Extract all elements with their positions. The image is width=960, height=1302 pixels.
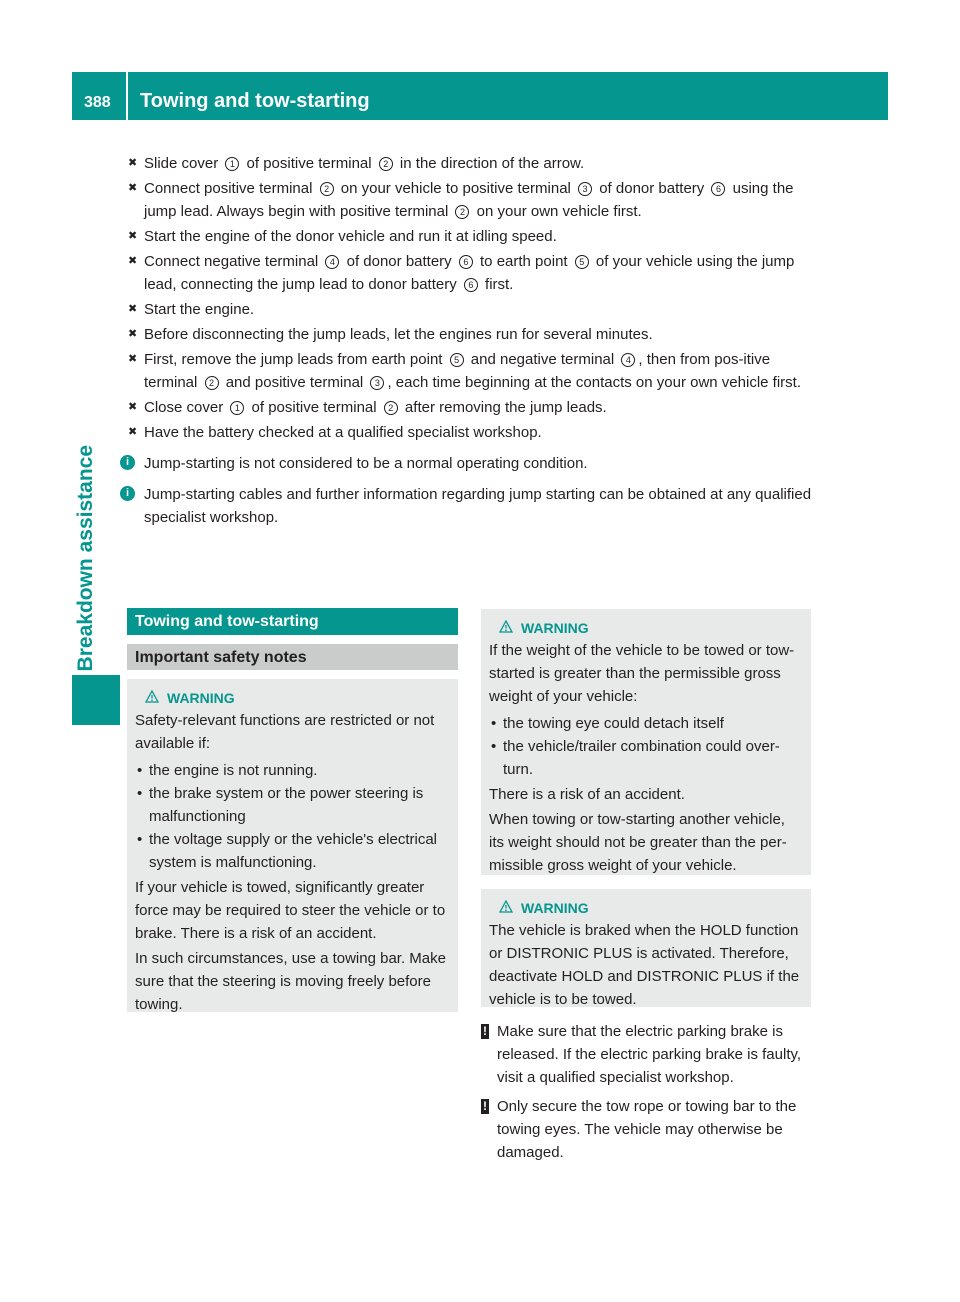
warning-bullet: • the towing eye could detach itself <box>489 712 803 735</box>
warning-paragraph: There is a risk of an accident. <box>489 786 685 803</box>
step-arrow-icon: ✖ <box>128 230 138 242</box>
warning-bullet: • the voltage supply or the vehicle's electrical system is malfunctioning. <box>135 828 450 874</box>
warning-paragraph: When towing or tow-starting another vehicle, its weight should not be greater than the per-missible gross weight of your vehicle. <box>489 811 787 874</box>
page-title: Towing and tow-starting <box>140 90 370 112</box>
step-text: in the direction of the arrow. <box>395 155 585 172</box>
info-text: Jump-starting cables and further information regarding jump starting can be obtained at any qualified specialist workshop. <box>144 486 812 526</box>
warning-box-safety <box>127 679 458 1012</box>
reference-number: 2 <box>320 182 334 196</box>
step-text: using the jump lead. Always begin with positive terminal <box>144 180 794 220</box>
step-text: , each time beginning at the contacts on your own vehicle first. <box>387 374 801 391</box>
subsection-heading <box>127 644 458 670</box>
step-item <box>128 348 814 394</box>
step-arrow-icon: ✖ <box>128 157 138 169</box>
reference-number: 1 <box>225 157 239 171</box>
reference-number: 3 <box>370 376 384 390</box>
reference-number: 4 <box>325 255 339 269</box>
warning-triangle-icon <box>499 900 513 913</box>
step-text: on your vehicle to positive terminal <box>336 180 576 197</box>
info-icon: i <box>120 455 135 470</box>
warning-paragraph: In such circumstances, use a towing bar. Make sure that the steering is moving freely before towing. <box>135 950 446 1013</box>
step-item <box>128 152 814 175</box>
step-arrow-icon: ✖ <box>128 182 138 194</box>
warning-bullet: • the engine is not running. <box>135 759 450 782</box>
step-text: Close cover <box>144 399 228 416</box>
step-text: Before disconnecting the jump leads, let the engines run for several minutes. <box>144 326 653 343</box>
exclamation-icon: ! <box>483 1099 487 1113</box>
warning-paragraph: If your vehicle is towed, significantly greater force may be required to steer the vehicle or to brake. There is a risk of an accident. <box>135 879 446 942</box>
step-item <box>128 421 814 444</box>
reference-number: 6 <box>464 278 478 292</box>
subsection-title: Important safety notes <box>135 649 307 666</box>
step-text: First, remove the jump leads from earth point <box>144 351 447 368</box>
page-number: 388 <box>84 94 111 111</box>
step-text: first. <box>480 276 514 293</box>
notice-text: Make sure that the electric parking brake is released. If the electric parking brake is faulty, visit a qualified specialist workshop. <box>497 1023 802 1086</box>
jump-start-steps <box>125 152 814 531</box>
step-item <box>128 225 814 248</box>
side-tab-marker <box>72 675 120 725</box>
exclamation-icon: ! <box>483 1024 487 1038</box>
reference-number: 3 <box>578 182 592 196</box>
step-arrow-icon: ✖ <box>128 303 138 315</box>
step-text: Start the engine. <box>144 301 255 318</box>
reference-number: 1 <box>230 401 244 415</box>
step-item <box>128 323 814 346</box>
step-text: Have the battery checked at a qualified specialist workshop. <box>144 424 542 441</box>
step-text: on your own vehicle first. <box>472 203 642 220</box>
warning-intro: If the weight of the vehicle to be towed or tow-started is greater than the permissible gross weight of your vehicle: <box>489 642 795 705</box>
section-title: Towing and tow-starting <box>135 613 319 630</box>
warning-heading <box>489 897 803 919</box>
notice-tow-rope <box>481 1095 813 1164</box>
step-text: of positive terminal <box>242 155 376 172</box>
step-text: of positive terminal <box>247 399 381 416</box>
warning-bullet: • the vehicle/trailer combination could over-turn. <box>489 735 803 781</box>
notice-text: Only secure the tow rope or towing bar to the towing eyes. The vehicle may otherwise be damaged. <box>497 1098 797 1161</box>
info-note <box>125 452 814 475</box>
reference-number: 2 <box>455 205 469 219</box>
step-arrow-icon: ✖ <box>128 328 138 340</box>
info-icon: i <box>120 486 135 501</box>
notice-parking-brake <box>481 1020 813 1089</box>
step-item <box>128 250 814 296</box>
step-arrow-icon: ✖ <box>128 353 138 365</box>
warning-triangle-icon <box>145 690 159 703</box>
step-text: and negative terminal <box>466 351 619 368</box>
section-heading <box>127 608 458 635</box>
step-item <box>128 298 814 321</box>
warning-bullet: • the brake system or the power steering is malfunctioning <box>135 782 450 828</box>
step-text: Connect negative terminal <box>144 253 323 270</box>
step-text: Start the engine of the donor vehicle and run it at idling speed. <box>144 228 557 245</box>
step-arrow-icon: ✖ <box>128 255 138 267</box>
step-arrow-icon: ✖ <box>128 426 138 438</box>
reference-number: 2 <box>384 401 398 415</box>
warning-title: WARNING <box>521 900 589 916</box>
step-text: to earth point <box>475 253 572 270</box>
reference-number: 2 <box>379 157 393 171</box>
reference-number: 6 <box>459 255 473 269</box>
warning-box-hold <box>481 889 811 1007</box>
warning-intro: Safety-relevant functions are restricted or not available if: <box>135 712 435 752</box>
step-text: and positive terminal <box>221 374 368 391</box>
reference-number: 2 <box>205 376 219 390</box>
reference-number: 6 <box>711 182 725 196</box>
info-note <box>125 483 814 529</box>
reference-number: 5 <box>450 353 464 367</box>
side-tab-label: Breakdown assistance <box>74 445 97 672</box>
step-item <box>128 396 814 419</box>
warning-heading <box>135 687 450 709</box>
step-text: after removing the jump leads. <box>400 399 607 416</box>
step-arrow-icon: ✖ <box>128 401 138 413</box>
info-text: Jump-starting is not considered to be a normal operating condition. <box>144 455 588 472</box>
step-text: of your vehicle using the jump lead, connecting the jump lead to donor battery <box>144 253 795 293</box>
warning-text: The vehicle is braked when the HOLD function or DISTRONIC PLUS is activated. Therefore, deactivate HOLD and DISTRONIC PLUS if the vehicle is to be towed. <box>489 922 800 1008</box>
step-text: of donor battery <box>342 253 456 270</box>
warning-title: WARNING <box>167 690 235 706</box>
warning-title: WARNING <box>521 620 589 636</box>
warning-heading <box>489 617 803 639</box>
reference-number: 4 <box>621 353 635 367</box>
step-text: Connect positive terminal <box>144 180 317 197</box>
reference-number: 5 <box>575 255 589 269</box>
step-text: of donor battery <box>595 180 709 197</box>
header-divider <box>126 72 128 120</box>
step-text: , then from pos-itive terminal <box>144 351 771 391</box>
step-item <box>128 177 814 223</box>
step-text: Slide cover <box>144 155 223 172</box>
warning-triangle-icon <box>499 620 513 633</box>
warning-box-weight <box>481 609 811 875</box>
